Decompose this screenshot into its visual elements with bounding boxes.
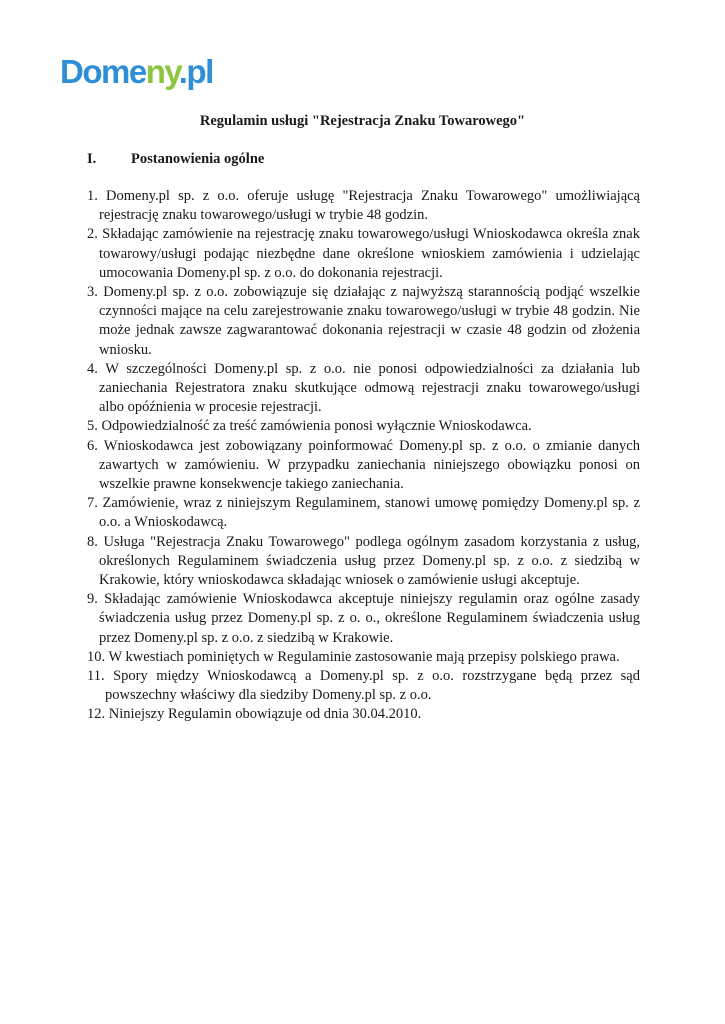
list-item: 12. Niniejszy Regulamin obowiązuje od dnia 30.04.2010. [87,706,422,723]
logo-text-part1: Dome [60,53,146,90]
list-item: 1. Domeny.pl sp. z o.o. oferuje usługę "Rejestracja Znaku Towarowego" umożliwiającą rejestrację znaku towarowego/usługi w trybie 48 godzin. [87,188,640,224]
list-item: 8. Usługa "Rejestracja Znaku Towarowego" podlega ogólnym zasadom korzystania z usług, określonych Regulaminem świadczenia usług przez Domeny.pl sp. z o.o. z siedzibą w Krakowie, który wnioskodawca składając wniosek o zamówienie usługi akceptuje. [87,533,640,589]
domeny-logo [60,55,213,88]
section-number: I. [87,151,97,167]
list-item: 11. Spory między Wnioskodawcą a Domeny.pl sp. z o.o. rozstrzygane będą przez sąd powszechny właściwy dla siedziby Domeny.pl sp. z o.o. [87,668,640,704]
list-item: 9. Składając zamówienie Wnioskodawca akceptuje niniejszy regulamin oraz ogólne zasady świadczenia usług przez Domeny.pl sp. z o. o., określone Regulaminem świadczenia usług przez Domeny.pl sp. z o.o. z siedzibą w Krakowie. [87,591,640,646]
list-item: 7. Zamówienie, wraz z niniejszym Regulaminem, stanowi umowę pomiędzy Domeny.pl sp. z o.o. a Wnioskodawcą. [87,495,640,531]
logo-text-part2: ny [145,53,179,90]
list-item: 10. W kwestiach pominiętych w Regulaminie zastosowanie mają przepisy polskiego prawa. [87,648,620,665]
list-item: 5. Odpowiedzialność za treść zamówienia ponosi wyłącznie Wnioskodawca. [87,418,532,435]
list-item: 3. Domeny.pl sp. z o.o. zobowiązuje się działając z najwyższą starannością podjąć wszelkie czynności mające na celu zarejestrowanie znaku towarowego/usługi w trybie 48 godzin. Nie może jednak zawsze zagwarantować dokonania rejestracji w czasie 48 godzin od złożenia wniosku. [87,284,640,358]
list-item: 2. Składając zamówienie na rejestrację znaku towarowego/usługi Wnioskodawca określa znak towarowy/usługi podając niezbędne dane określone wnioskiem zamówienia i udzielając umocowania Domeny.pl sp. z o.o. do dokonania rejestracji. [87,226,640,281]
document-title: Regulamin usługi "Rejestracja Znaku Towarowego" [199,113,526,129]
list-item: 4. W szczególności Domeny.pl sp. z o.o. nie ponosi odpowiedzialności za działania lub zaniechania Rejestratora znaku skutkujące odmową rejestracji znaku towarowego/usługi albo opóźnienia w procesie rejestracji. [87,360,640,416]
list-item: 6. Wnioskodawca jest zobowiązany poinformować Domeny.pl sp. z o.o. o zmianie danych zawartych w zamówieniu. W przypadku zaniechania niniejszego obowiązku ponosi on wszelkie prawne konsekwencje takiego zaniechania. [87,437,640,493]
logo-text-part3: .pl [178,53,213,90]
section-title: Postanowienia ogólne [131,151,265,167]
section-heading [87,151,264,168]
regulation-list [87,187,640,725]
